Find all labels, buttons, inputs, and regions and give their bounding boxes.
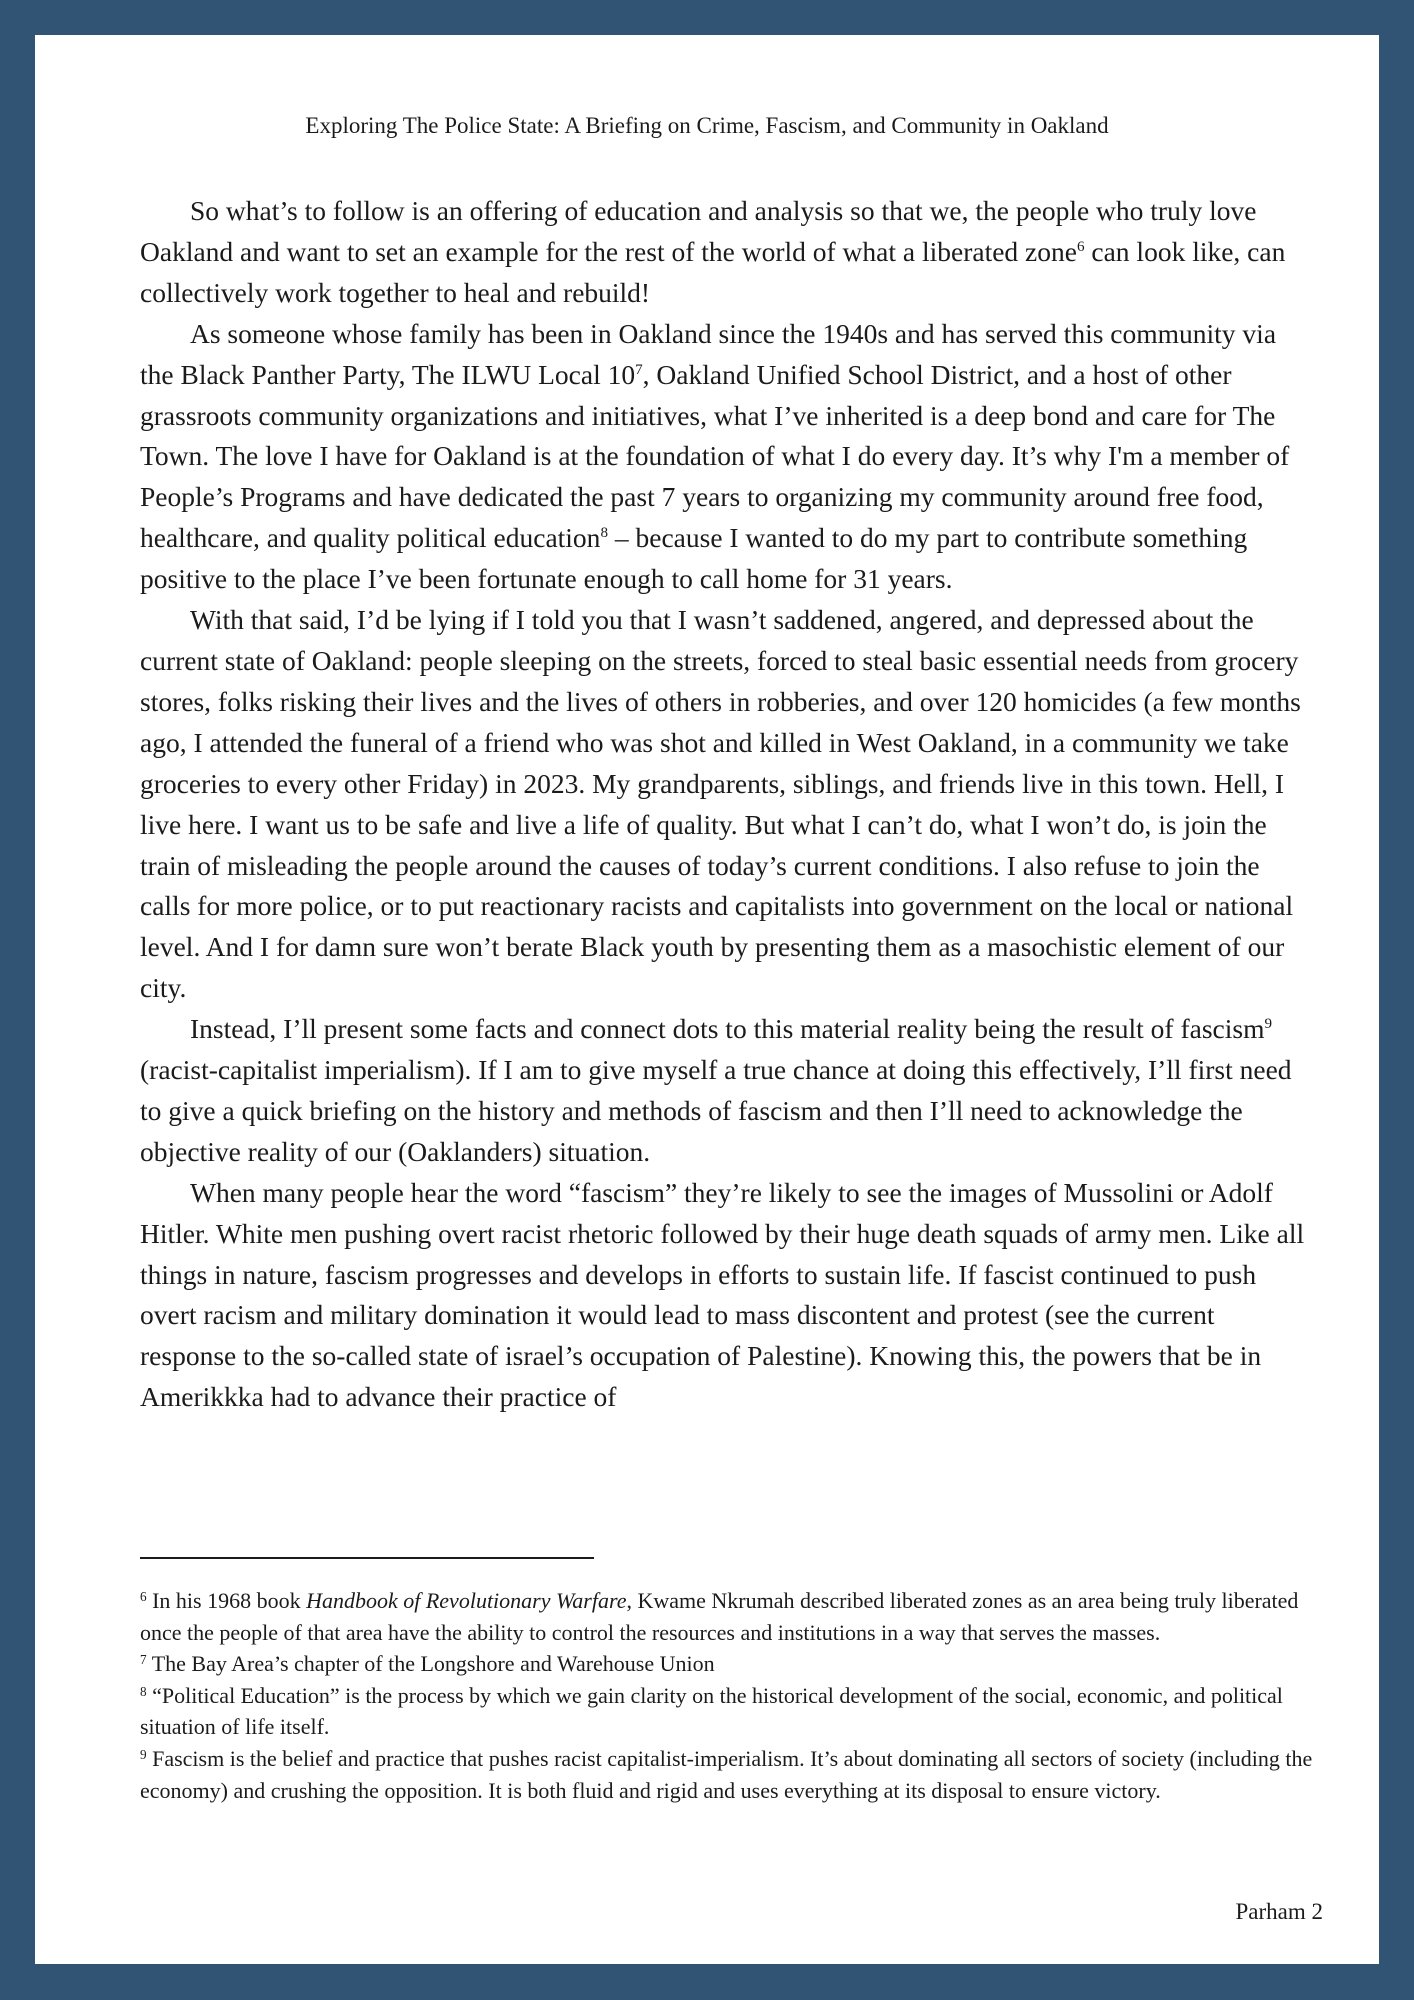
paragraph-4-text-b: (racist-capitalist imperialism). If I am to give myself a true chance at doing this effectively, I’ll first need to give a quick briefing on the history and methods of fascism and then I’ll need to acknowledge the objective reality of our (Oaklanders) situation. (140, 1054, 1292, 1167)
footnote-number: 8 (140, 1683, 147, 1699)
footnote-number: 6 (140, 1588, 147, 1604)
footnote-7 (140, 1648, 1315, 1680)
footnote-number: 7 (140, 1651, 147, 1667)
paragraph-2-text-b: , Oakland Unified School District, and a host of other grassroots community organizations and initiatives, what I’ve inherited is a deep bond and care for The Town. The love I have for Oakland is at the foundation of what I do every day. It’s why I'm a member of People’s Programs and have dedicated the past 7 years to organizing my community around free food, healthcare, and quality political education (140, 358, 1290, 554)
footnote-text: The Bay Area’s chapter of the Longshore and Warehouse Union (146, 1651, 715, 1677)
footnote-text: Fascism is the belief and practice that pushes racist capitalist-imperialism. It’s about dominating all sectors of society (including the economy) and crushing the opposition. It is both fluid and rigid and uses everything at its disposal to ensure victory. (140, 1745, 1313, 1803)
footnote-ref-9[interactable]: 9 (1264, 1016, 1273, 1033)
body-text (140, 191, 1315, 1418)
paragraph-3: With that said, I’d be lying if I told you that I wasn’t saddened, angered, and depressed about the current state of Oakland: people sleeping on the streets, forced to steal basic essential needs from grocery stores, folks risking their lives and the lives of others in robberies, and over 120 homicides (a few months ago, I attended the funeral of a friend who was shot and killed in West Oakland, in a community we take groceries to every other Friday) in 2023. My grandparents, siblings, and friends live in this town. Hell, I live here. I want us to be safe and live a life of quality. But what I can’t do, what I won’t do, is join the train of misleading the people around the causes of today’s current conditions. I also refuse to join the calls for more police, or to put reactionary racists and capitalists into government on the local or national level. And I for damn sure won’t berate Black youth by presenting them as a masochistic element of our city. (140, 604, 1301, 1004)
paragraph-2 (140, 314, 1315, 600)
footnote-text: , Kwame Nkrumah described liberated zones as an area being truly liberated once the people of that area have the ability to control the resources and institutions in a way that serves the masses. (140, 1588, 1299, 1645)
footnote-8 (140, 1680, 1315, 1743)
paragraph-1-text-a: So what’s to follow is an offering of education and analysis so that we, the people who truly love Oakland and want to set an example for the rest of the world of what a liberated zone (140, 195, 1257, 267)
footnote-6 (140, 1585, 1315, 1648)
paragraph-1-text-b: can look like, can collectively work together to heal and rebuild! (140, 235, 1286, 308)
paragraph-4 (140, 1009, 1315, 1173)
paragraph-4-text-a: Instead, I’ll present some facts and connect dots to this material reality being the result of fascism (190, 1013, 1265, 1045)
paragraph-2-text-a: As someone whose family has been in Oakland since the 1940s and has served this community via the Black Panther Party, The ILWU Local 10 (140, 317, 1277, 390)
footnote-ref-7[interactable]: 7 (635, 361, 643, 378)
paragraph-2-text-c: – because I wanted to do my part to contribute something positive to the place I’ve been fortunate enough to call home for 31 years. (140, 522, 1248, 595)
running-header: Exploring The Police State: A Briefing on Crime, Fascism, and Community in Oakland (305, 113, 1109, 138)
book-title: Handbook of Revolutionary Warfare (306, 1588, 627, 1613)
footnote-text: In his 1968 book (146, 1588, 307, 1613)
paragraph-5: When many people hear the word “fascism” they’re likely to see the images of Mussolini or Adolf Hitler. White men pushing overt racist rhetoric followed by their huge death squads of army men. Like all things in nature, fascism progresses and develops in efforts to sustain life. If fascist continued to push overt racism and military domination it would lead to mass discontent and protest (see the current response to the so-called state of israel’s occupation of Palestine). Knowing this, the powers that be in Amerikkka had to advance their practice of (140, 1176, 1305, 1413)
paragraph-1 (140, 191, 1315, 314)
footnotes (140, 1585, 1315, 1806)
footnote-ref-6[interactable]: 6 (1076, 239, 1085, 256)
footnote-separator (140, 1557, 594, 1559)
document-page (35, 35, 1379, 1964)
footnote-9 (140, 1743, 1315, 1806)
footnote-text: “Political Education” is the process by which we gain clarity on the historical development of the social, economic, and political situation of life itself. (140, 1682, 1283, 1740)
footnote-number: 9 (140, 1746, 147, 1762)
page-number: Parham 2 (1235, 1899, 1323, 1924)
footnote-ref-8[interactable]: 8 (600, 525, 608, 542)
